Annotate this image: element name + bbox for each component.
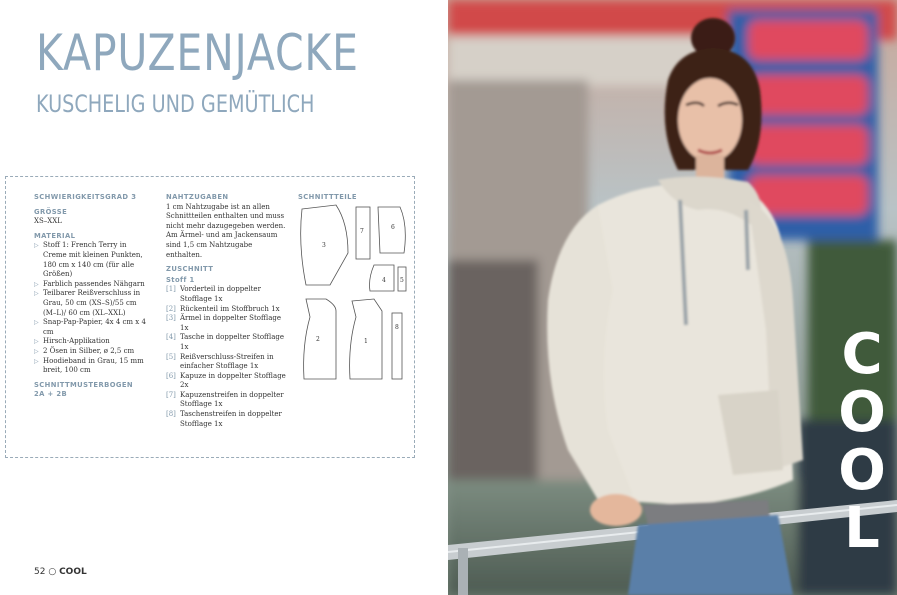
list-item: [6] Kapuze in doppelter Stofflage 2x <box>166 371 286 390</box>
size-value: XS–XXL <box>34 217 62 226</box>
bullet-icon: ▷ <box>34 338 39 346</box>
fabric-label: Stoff 1 <box>166 275 195 284</box>
bullet-icon: ▷ <box>34 280 39 288</box>
bullet-icon: ▷ <box>34 242 39 250</box>
piece-label: 1 <box>364 338 368 345</box>
page-subtitle: KUSCHELIG UND GEMÜTLICH <box>36 90 315 118</box>
list-item: [7] Kapuzenstreifen in doppelter Stofflage 1x <box>166 390 284 409</box>
list-item: ▷ 2 Ösen in Silber, ø 2,5 cm <box>34 346 135 355</box>
list-item: ▷ Hirsch-Applikation <box>34 337 110 346</box>
piece-label: 5 <box>400 277 404 284</box>
piece-label: 8 <box>395 324 399 331</box>
info-box <box>5 176 415 458</box>
cool-vertical-text <box>834 322 890 561</box>
cool-letter: C <box>841 322 883 387</box>
material-heading: MATERIAL <box>34 231 76 240</box>
left-page <box>0 0 448 595</box>
page-number: 52 <box>34 567 46 577</box>
separator-icon: ○ <box>48 567 57 577</box>
cool-letter: L <box>844 496 880 561</box>
pattern-value: 2A + 2B <box>34 390 68 399</box>
list-item: ▷ Farblich passendes Nähgarn <box>34 279 145 288</box>
piece-label: 4 <box>382 277 386 284</box>
bullet-icon: ▷ <box>34 357 39 365</box>
list-item: ▷ Stoff 1: French Terry in Creme mit kleinen Punkten, 180 cm x 140 cm (für alle Größen) <box>34 241 143 279</box>
difficulty-heading: SCHWIERIGKEITSGRAD 3 <box>34 193 137 201</box>
list-item: ▷ Hoodieband in Grau, 15 mm breit, 100 cm <box>34 356 144 375</box>
cut-heading: ZUSCHNITT <box>166 265 214 274</box>
list-item: [2] Rückenteil im Stoffbruch 1x <box>166 304 280 313</box>
list-item: [5] Reißverschluss-Streifen in einfacher Stofflage 1x <box>166 352 274 371</box>
bullet-icon: ▷ <box>34 290 39 298</box>
list-item: ▷ Teilbarer Reißverschluss in Grau, 50 cm (XS–S)/55 cm (M–L)/ 60 cm (XL–XXL) <box>34 289 141 317</box>
piece-label: 6 <box>391 224 395 231</box>
seam-text: 1 cm Nahtzugabe ist an allen Schnittteilen enthalten und muss nicht mehr dazugegeben werden. Am Ärmel- und am Jackensaum sind 1,5 cm Nahtzugabe enthalten. <box>166 202 286 259</box>
pattern-piece-pocket-strip <box>392 313 402 379</box>
size-heading: GRÖSSE <box>34 207 68 216</box>
pieces-heading: SCHNITTTEILE <box>298 193 357 201</box>
pattern-heading: SCHNITTMUSTERBOGEN <box>34 380 133 389</box>
magazine-brand: COOL <box>59 567 87 577</box>
page-footer <box>34 567 87 577</box>
model-photo <box>448 0 897 595</box>
column-materials <box>34 193 150 400</box>
list-item: ▷ Snap-Pap-Papier, 4x 4 cm x 4 cm <box>34 318 146 336</box>
cool-letter: O <box>838 380 886 445</box>
bullet-icon: ▷ <box>34 347 39 355</box>
column-cutting <box>166 193 288 429</box>
piece-label: 7 <box>360 228 364 235</box>
cool-letter: O <box>838 438 886 503</box>
list-item: [8] Taschenstreifen in doppelter Stofflage 1x <box>166 410 282 428</box>
pattern-pieces-diagram <box>296 195 412 415</box>
bullet-icon: ▷ <box>34 319 39 327</box>
list-item: [1] Vorderteil in doppelter Stofflage 1x <box>166 285 261 303</box>
list-item: [3] Ärmel in doppelter Stofflage 1x <box>166 314 282 332</box>
page-title: KAPUZENJACKE <box>36 24 359 82</box>
photo-page <box>448 0 897 595</box>
piece-label: 2 <box>316 336 320 343</box>
piece-label: 3 <box>322 242 326 249</box>
list-item: [4] Tasche in doppelter Stofflage 1x <box>166 333 285 351</box>
seam-heading: NAHTZUGABEN <box>166 193 229 201</box>
